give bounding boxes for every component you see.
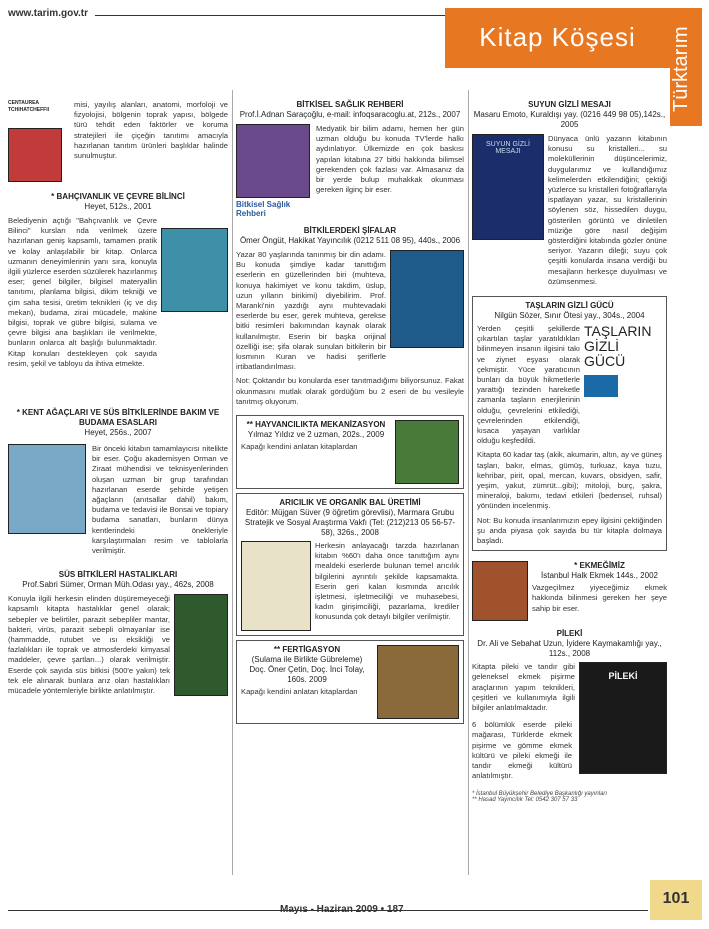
- book-cover: [241, 541, 311, 631]
- book-publisher: Heyet, 256s., 2007: [84, 428, 152, 437]
- stone-image: [584, 375, 618, 397]
- book-description: Kapağı kendini anlatan kitaplardan: [241, 687, 358, 697]
- book-cover: [174, 594, 228, 696]
- column-3: [472, 100, 667, 803]
- book-description: Bir önceki kitabın tamamlayıcısı nitelikte bir eser. Çoğu akademisyen Orman ve Ziraat mühendisi ve teknisyenlerinden oluşan uzman bir grup tarafından hazırlanan eserde şehirde yetişen ağaçların (anıtsallar dahil) bakım, budama ve tedavisi ile Bonsai ve topiary budama sanatları, bunların dünya kentlerindeki önekleriyle karşılaştırmaları resim ve tablolarla verilmiştir.: [92, 444, 228, 556]
- book-cover: [395, 420, 459, 484]
- book-description: Yerden çeşitli şekillerde çıkartılan taşlar yaratıldıkları bilinmeyen insanın ilgisini takı ve ziynet eşyası olarak çekmiştir. Yüce yaratıcının bunları da büyük hikmetlerle yarattığı tezinden hareketle zamanla taşların enerjilerinin olduğu, çevrelerini etkilediği, çevrelerinden etkilendiği, kısaca yaşayan varlıklar olduğu keşfedildi.: [477, 324, 580, 446]
- book-box: [236, 493, 464, 636]
- site-url[interactable]: www.tarim.gov.tr: [8, 8, 89, 19]
- page-title: Kitap Köşesi: [479, 22, 636, 52]
- book-subtitle: (Sulama ile Birlikte Gübreleme): [251, 655, 363, 665]
- book-title: * EKMEĞİMİZ: [574, 561, 625, 571]
- book-cover: [161, 228, 228, 312]
- book-title: * BAHÇIVANLIK VE ÇEVRE BİLİNCİ: [51, 192, 185, 201]
- book-description: 6 bölümlük eserde pileki mağarası, Türklerde ekmek pişirme ve gömme ekmek kültürü ve pileki ekmeği ile tandır ekmeği kültürü anlatılmıştır.: [472, 720, 572, 781]
- note: Not: Çoktandır bu konularda eser tanıtmadığımı biliyorsunuz. Fakat okunmasını mutlak olarak gördüğüm bu 2 eseri de bu vesileyle tanıtmış oluyorum.: [236, 376, 464, 406]
- book-publisher: Masaru Emoto, Kuraldışı yay. (0216 449 98 05),142s., 2005: [473, 110, 666, 129]
- footnote: ** Hasad Yayıncılık Tel: 0542 307 57 33: [472, 797, 578, 804]
- book-cover: [472, 561, 528, 621]
- column-2: [236, 100, 464, 724]
- book-title: SÜS BİTKİLERİ HASTALIKLARI: [58, 570, 178, 580]
- book-description: Dünyaca ünlü yazarın kitabının konusu su kristalleri... su moleküllerinin düşüncelerimiz, duygularımız ve kullandığımız kelimelerden etkilendiğini; çektiği yüzlerce su kristalleri fotoğraflarıyla ispatlayan yazar, su kristallerinin söylenen söz, hissedilen duygu, gösterilen görüntü ve dinletilen müziğe göre nasıl değişim gösterdiğini kitabında gözler önüne seriyor. Yazarın dileği; suyu çok çeşitli konularda insana verdiği bu mesajların herkesçe duyulması ve özümsenmesi.: [548, 134, 667, 286]
- book-description: Kitapta 60 kadar taş (akik, akumarin, altın, ay ve güneş taşları, bakır, elmas, gümüş, turkuaz, kaya tuzu, kehribar, pirit, opal, mercan, kuvars, obsidyen, safir, yeşim, yakut, zümrüt...gibi); mitoloji, burç, şakra, mineraloji, bakımı, tedavi etkileri (bedensel, ruhsal) yönünden incelenmiş.: [477, 450, 662, 511]
- book-description: Kitapta pileki ve tandır gibi geleneksel ekmek pişirme araçlarının yapım teknikleri, çeşitleri ve kullanımıyla ilgili bilgiler anlatılmaktadır.: [472, 662, 575, 713]
- note: Not: Bu konuda insanlarımızın epey ilgisini çektiğinden şu anda piyasa çok sayıda bu tür kitapla dolmaya başladı.: [477, 515, 662, 546]
- book-description: Kapağı kendini anlatan kitaplardan: [241, 442, 358, 452]
- book-title: BİTKİSEL SAĞLIK REHBERİ: [296, 100, 404, 109]
- book-publisher: Heyet, 512s., 2001: [84, 202, 152, 211]
- book-box: [236, 640, 464, 724]
- book-title: ** HAYVANCILIKTA MEKANİZASYON: [246, 420, 386, 430]
- book-box: [472, 296, 667, 551]
- footer-issue: Mayıs - Haziran 2009 • 187: [280, 904, 404, 915]
- book-description: Herkesin anlayacağı tarzda hazırlanan kitabın %60'ı daha önce tanıttığım aynı mealdeki eserlerde bulunan temel arıcılık bilgilerini ayrıntılı şekilde kapsamakta. Eserin geri kalan kısmında arıcılık işletmesi, işletmeciliği ve muhasebesi, kadın girişimciliği, pazarlama, krediler konusunda çok detaylı bilgiler verilmiştir.: [315, 541, 459, 622]
- book-publisher: Prof.Sabri Sümer, Orman Müh.Odası yay., 462s, 2008: [22, 580, 214, 590]
- book-publisher: Editör: Müjgan Süver (9 öğretim görevlisi), Marmara Grubu Stratejik ve Sosyal Araştırma Vakfı (Tel: (212)213 05 56-57-58), 326s., 2008: [244, 508, 456, 538]
- book-cover: [584, 324, 662, 446]
- book-description: Vazgeçilmez yiyeceğimiz ekmek hakkında bilinmesi gereken her şeye sahip bir eser.: [532, 583, 667, 613]
- footnote: * İstanbul Büyükşehir Belediye Başkanlığı yayınları: [472, 791, 608, 798]
- flower-image: [8, 128, 62, 182]
- book-publisher: Nilgün Sözer, Sınır Ötesi yay., 304s., 2004: [494, 311, 645, 320]
- book-publisher: İstanbul Halk Ekmek 144s., 2002: [541, 571, 658, 581]
- book-publisher: Prof.İ.Adnan Saraçoğlu, e-mail: infoqsaracoglu.at, 212s., 2007: [239, 110, 461, 119]
- book-publisher: Yılmaz Yıldız ve 2 uzman, 202s., 2009: [247, 430, 385, 440]
- book-description: Yazar 80 yaşlarında tanınmış bir din adamı. Bu konuda şimdiye kadar tanıttığım eserlerin en güzellerinden biri (muhteva, konuya hakimiyet ve konu takdim, üslup, uzun yılların birikimi) diyebilirim. Prof. Maranki'nin yazdığı aynı muhtevadaki eserlerde bu eser, gerek muhteva, gerekse bitki resimleri bakımından kaynak olarak kullanılmıştır. Eserin bir başka orijinal özelliği ise; şifa olarak sunulan bitkilerin bir kısmının Kuran ve hadisi şeriflerle irtibatlandırılması.: [236, 250, 386, 372]
- cover-title: PİLEKİ: [608, 671, 638, 682]
- book-description: Medyatik bir bilim adamı, hemen her gün uzman olduğu bu konuda TV'lerde halkı aydınlatıyor. Ülkemizde en çok baskısı yapılan kitabına 27 bitki hakkında bilimsel gerekenden çok fazlası var. Almasanız da bir yerde bulup muhakkak okunması gereken ilginç bir eser.: [316, 124, 464, 195]
- cover-caption: CENTAUREA TCHIHATCHEFFII: [8, 100, 50, 113]
- book-title: BİTKİLERDEKİ ŞİFALAR: [303, 226, 397, 235]
- book-publisher: Doç. Öner Çetin, Doç. İnci Tolay, 160s. 2009: [249, 665, 365, 685]
- book-publisher: Dr. Ali ve Sebahat Uzun, İyidere Kaymakamlığı yay., 112s., 2008: [477, 639, 662, 659]
- cover-title: SUYUN GİZLİ MESAJI: [486, 141, 530, 155]
- book-box: [236, 415, 464, 489]
- book-title: PİLEKİ: [556, 629, 583, 639]
- book-cover: [377, 645, 459, 719]
- book-description-start: Belediyenin açtığı "Bahçıvanlık ve Çevre Bilinci" kursları nda verilmek üzere hazırlanan geniş kapsamlı, tamamen pratik ve kolay anlaşılabilir bir kitap. Onlarca uzmanın deneyimlerinin yanı sıra, konuyla ilgili yüzlerce eserden süzülerek hazırlanmış eser; genel bilgiler, bilgisel materyallin tanıtımı, planlama bilgisi, dikim tekniği ve çim saha tesisi, üretim teknikleri (iç ve dış mekan), budama, zirai mücadele, makine bilgisi, toprak ve gübre bilgisi, sulama ve çevre bilgisi ana başlıkları ile verilmekte, bunların onlarca alt başlığı bulunmaktadır. Kitap konuları destekleyen çok sayıda resim, şekil ve tabloyu da ihtiva etmekte.: [8, 216, 157, 368]
- column-divider: [232, 90, 233, 875]
- book-cover: [472, 134, 544, 240]
- book-title: SUYUN GİZLİ MESAJI: [528, 100, 611, 109]
- book-cover: [390, 250, 464, 348]
- book-title: * KENT AĞAÇLARI VE SÜS BİTKİLERİNDE BAKIM VE BUDAMA ESASLARI: [16, 408, 220, 427]
- side-banner-text: Türktarım: [670, 26, 692, 112]
- book-title: TAŞLARIN GİZLİ GÜCÜ: [525, 301, 614, 310]
- book-cover: [8, 444, 86, 534]
- page-number: 101: [662, 890, 690, 907]
- book-cover: [236, 124, 310, 198]
- book-cover: [579, 662, 667, 774]
- column-divider: [468, 90, 469, 875]
- cover-title: Bitkisel Sağlık Rehberi: [236, 200, 291, 218]
- column-1: [8, 100, 228, 696]
- cover-title: TAŞLARIN GİZLİ GÜCÜ: [584, 323, 652, 369]
- header-rule: [95, 15, 445, 16]
- book-publisher: Ömer Öngüt, Hakikat Yayıncılık (0212 511 08 95), 440s., 2006: [239, 236, 461, 245]
- book-title: ARICILIK VE ORGANİK BAL ÜRETİMİ: [279, 498, 421, 508]
- intro-text: misi, yayılış alanları, anatomi, morfoloji ve fizyolojisi, bölgenin toprak yapısı, bölgede türü tehdit eden faktörler ve koruma stratejileri ile çiçeğin tanıtımı amacıyla hazırlanan tanıtım ürünleri başlıklar halinde sunulmuştur.: [74, 100, 228, 161]
- book-title: ** FERTİGASYON: [273, 645, 341, 655]
- book-description: Konuyla ilgili herkesin elinden düşüremeyeceği kapsamlı kitapta hastalıklar genel olarak; sebepler ve belirtiler, parazit sebepliler mantar, bakteri, virüs, parazit sebepli olmayanlar ise (hammadde, rutubet ve ısı eksikliği ve fazlalıkları ile toprak ve atmosferdeki kimyasal maddeler, çevre şartları...) olarak verilmiştir. Eserde çok sayıda süs bitkisi (500'e yakın) tek tek ele alınarak bunlara arız olan hastalıkları mücadele yöntemleriyle birlikte anlatılmıştır.: [8, 594, 170, 696]
